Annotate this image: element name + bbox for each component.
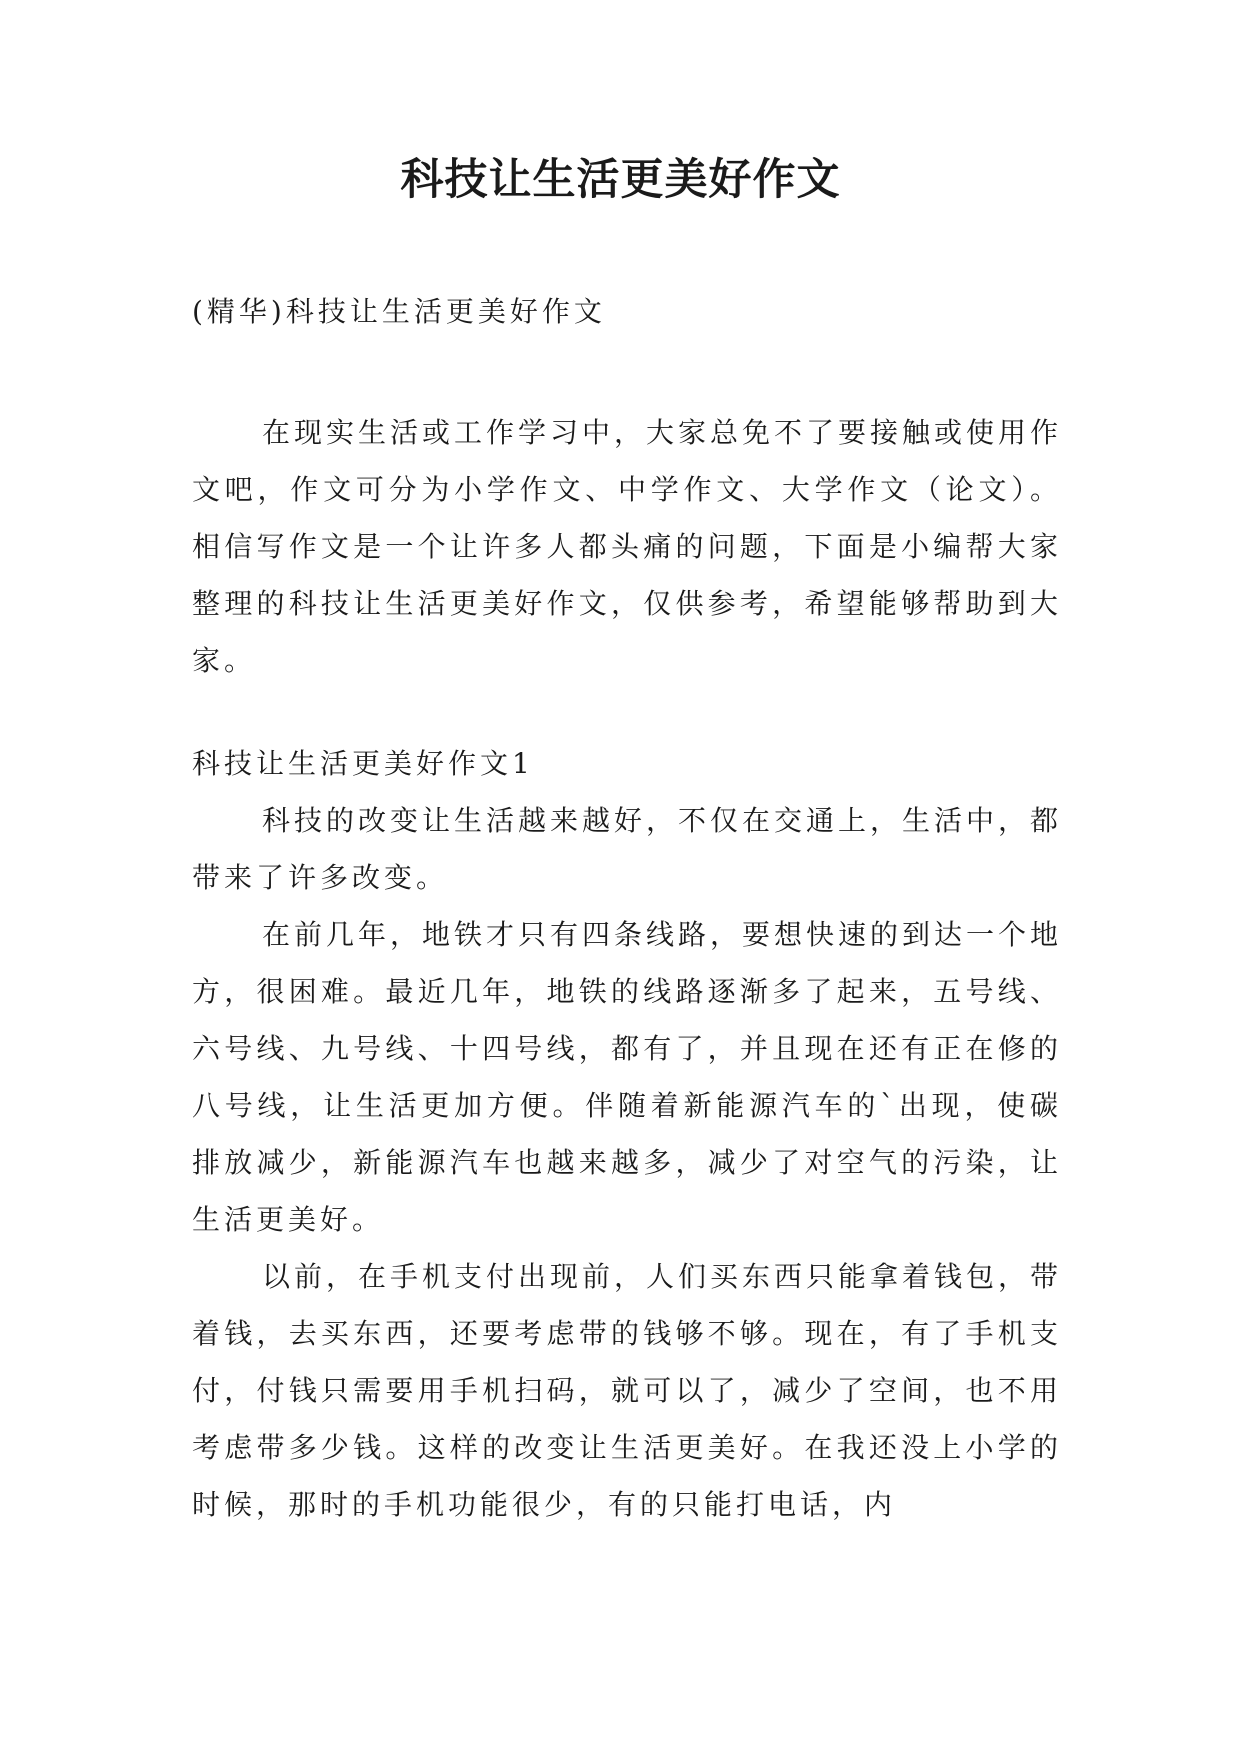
section-heading: 科技让生活更美好作文1 bbox=[192, 747, 534, 780]
document-title: 科技让生活更美好作文 bbox=[400, 155, 841, 205]
body-paragraph-3: 以前，在手机支付出现前，人们买东西只能拿着钱包，带着钱，去买东西，还要考虑带的钱够不够。现在，有了手机支付，付钱只需要用手机扫码，就可以了，减少了空间，也不用考虑带多少钱。这样的改变让生活更美好。在我还没上小学的时候，那时的手机功能很少，有的只能打电话，内 bbox=[192, 1260, 1063, 1521]
intro-paragraph: 在现实生活或工作学习中，大家总免不了要接触或使用作文吧，作文可分为小学作文、中学作文、大学作文（论文）。相信写作文是一个让许多人都头痛的问题，下面是小编帮大家整理的科技让生活更美好作文，仅供参考，希望能够帮助到大家。 bbox=[192, 416, 1063, 677]
body-paragraph-1: 科技的改变让生活越来越好，不仅在交通上，生活中，都带来了许多改变。 bbox=[192, 804, 1063, 894]
body-paragraph-2: 在前几年，地铁才只有四条线路，要想快速的到达一个地方，很困难。最近几年，地铁的线路逐渐多了起来，五号线、六号线、九号线、十四号线，都有了，并且现在还有正在修的八号线，让生活更加方便。伴随着新能源汽车的`出现，使碳排放减少，新能源汽车也越来越多，减少了对空气的污染，让生活更美好。 bbox=[192, 918, 1063, 1236]
document-subtitle: (精华)科技让生活更美好作文 bbox=[192, 295, 606, 328]
paragraph-spacer bbox=[192, 689, 1062, 735]
document-body bbox=[192, 404, 1062, 1533]
